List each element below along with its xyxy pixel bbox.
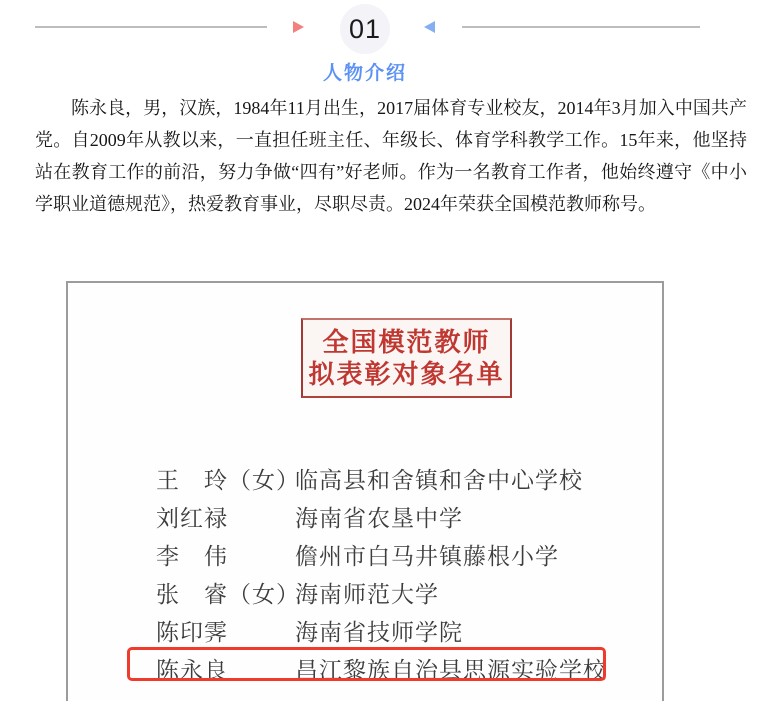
- roster-school: 海南省技师学院: [295, 619, 463, 645]
- roster-name: 李 伟: [156, 543, 228, 569]
- divider-line-right: [462, 26, 700, 28]
- roster-title-line1: 全国模范教师: [322, 327, 491, 357]
- roster-name: 陈永良: [156, 657, 228, 683]
- roster-row: [68, 614, 662, 644]
- roster-title-line2: 拟表彰对象名单: [308, 359, 505, 389]
- section-number: 01: [348, 13, 382, 44]
- roster-name: 王 玲（女）: [156, 467, 300, 493]
- roster-name: 刘红禄: [156, 505, 228, 531]
- roster-image[interactable]: [66, 281, 664, 701]
- roster-school: 海南省农垦中学: [295, 505, 463, 531]
- section-title: 人物介绍: [322, 63, 407, 84]
- roster-name: 陈印霁: [156, 619, 228, 645]
- roster-row: [68, 538, 662, 568]
- roster-school: 海南师范大学: [295, 581, 439, 607]
- roster-school: 昌江黎族自治县思源实验学校: [295, 657, 607, 683]
- divider-line-left: [35, 26, 267, 28]
- roster-name: 张 睿（女）: [156, 581, 300, 607]
- left-arrow-icon: [424, 21, 435, 33]
- roster-school: 临高县和舍镇和舍中心学校: [295, 467, 583, 493]
- roster-school: 儋州市白马井镇藤根小学: [295, 543, 559, 569]
- section-number-badge: [340, 4, 390, 54]
- roster-row-highlighted: [68, 652, 662, 682]
- roster-row: [68, 500, 662, 530]
- right-arrow-icon: [293, 21, 304, 33]
- roster-row: [68, 462, 662, 492]
- roster-title-box: [301, 318, 512, 398]
- intro-paragraph: 陈永良，男，汉族，1984年11月出生，2017届体育专业校友，2014年3月加入中国共产党。自2009年从教以来，一直担任班主任、年级长、体育学科教学工作。15年来，他坚持站在教育工作的前沿，努力争做“四有”好老师。作为一名教育工作者，他始终遵守《中小学职业道德规范》，热爱教育事业，尽职尽责。2024年荣获全国模范教师称号。: [35, 98, 747, 214]
- roster-row: [68, 576, 662, 606]
